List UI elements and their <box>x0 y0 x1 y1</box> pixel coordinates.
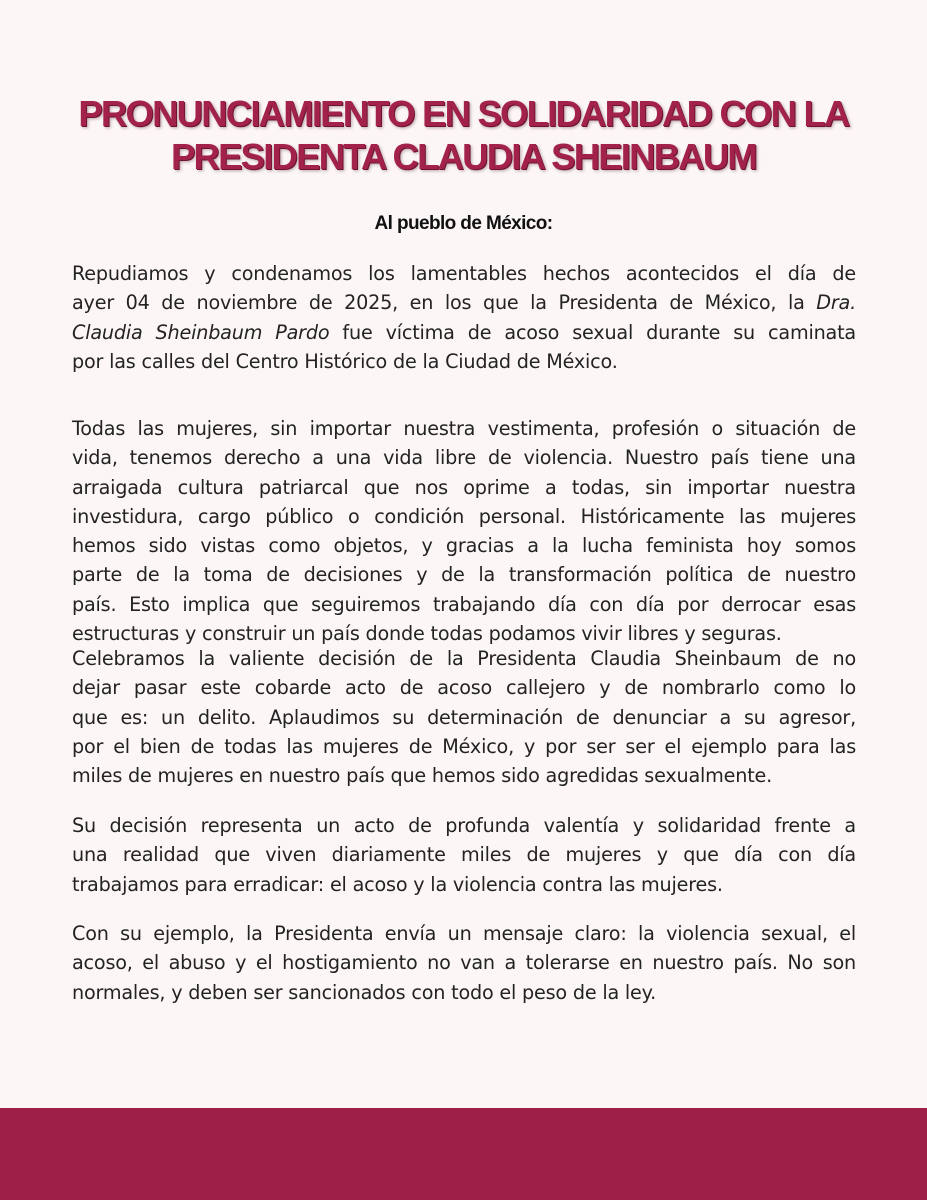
paragraph-4 <box>72 811 856 899</box>
paragraph-3-line-5: miles de mujeres en nuestro país que hemos sido agredidas sexualmente. <box>72 764 773 788</box>
paragraph-2-line-6: parte de la toma de decisiones y de la transformación política de nuestro <box>72 563 856 587</box>
document-title <box>60 92 867 178</box>
paragraph-4-line-2: una realidad que viven diariamente miles de mujeres y que día con día <box>72 843 856 867</box>
paragraph-1 <box>72 259 856 376</box>
paragraph-2 <box>72 414 856 648</box>
paragraph-1-line-3-text: fue víctima de acoso sexual durante su caminata <box>342 320 856 344</box>
paragraph-3-line-1: Celebramos la valiente decisión de la Presidenta Claudia Sheinbaum de no <box>72 647 856 670</box>
title-line-2: PRESIDENTA CLAUDIA SHEINBAUM <box>171 136 756 177</box>
paragraph-5-line-2: acoso, el abuso y el hostigamiento no van a tolerarse en nuestro país. No son <box>72 951 856 975</box>
paragraph-3-line-4: por el bien de todas las mujeres de México, y por ser ser el ejemplo para las <box>72 734 856 758</box>
paragraph-3-line-2: dejar pasar este cobarde acto de acoso callejero y de nombrarlo como lo <box>72 676 856 700</box>
paragraph-1-italic-name: Claudia Sheinbaum Pardo <box>72 320 330 344</box>
paragraph-2-line-1: Todas las mujeres, sin importar nuestra vestimenta, profesión o situación de <box>72 417 856 440</box>
paragraph-1-line-1: Repudiamos y condenamos los lamentables hechos acontecidos el día de <box>72 262 856 285</box>
paragraph-2-line-7: país. Esto implica que seguiremos trabajando día con día por derrocar esas <box>72 592 856 616</box>
paragraph-5-line-3: normales, y deben ser sancionados con todo el peso de la ley. <box>72 980 656 1004</box>
paragraph-2-line-2: vida, tenemos derecho a una vida libre de violencia. Nuestro país tiene una <box>72 446 856 470</box>
paragraph-2-line-5: hemos sido vistas como objetos, y gracias a la lucha feminista hoy somos <box>72 534 856 558</box>
footer-band <box>0 1108 927 1200</box>
title-line-1: PRONUNCIAMIENTO EN SOLIDARIDAD CON LA <box>78 93 849 134</box>
paragraph-2-line-3: arraigada cultura patriarcal que nos oprime a todas, sin importar nuestra <box>72 475 856 499</box>
paragraph-2-line-8: estructuras y construir un país donde todas podamos vivir libres y seguras. <box>72 622 782 646</box>
paragraph-1-line-3 <box>72 318 856 347</box>
paragraph-5-line-1: Con su ejemplo, la Presidenta envía un mensaje claro: la violencia sexual, el <box>72 922 856 945</box>
paragraph-1-italic-title: Dra. <box>816 291 856 315</box>
paragraph-4-line-1: Su decisión representa un acto de profunda valentía y solidaridad frente a <box>72 814 856 837</box>
greeting: Al pueblo de México: <box>374 213 553 234</box>
paragraph-1-line-2-text: ayer 04 de noviembre de 2025, en los que la Presidenta de México, la <box>72 291 817 315</box>
paragraph-2-line-4: investidura, cargo público o condición personal. Históricamente las mujeres <box>72 504 856 528</box>
paragraph-1-line-4: por las calles del Centro Histórico de la Ciudad de México. <box>72 349 618 373</box>
paragraph-3-line-3: que es: un delito. Aplaudimos su determinación de denunciar a su agresor, <box>72 705 856 729</box>
paragraph-1-line-2 <box>72 288 856 317</box>
paragraph-3 <box>72 644 856 790</box>
paragraph-5 <box>72 919 856 1007</box>
paragraph-4-line-3: trabajamos para erradicar: el acoso y la violencia contra las mujeres. <box>72 872 723 896</box>
